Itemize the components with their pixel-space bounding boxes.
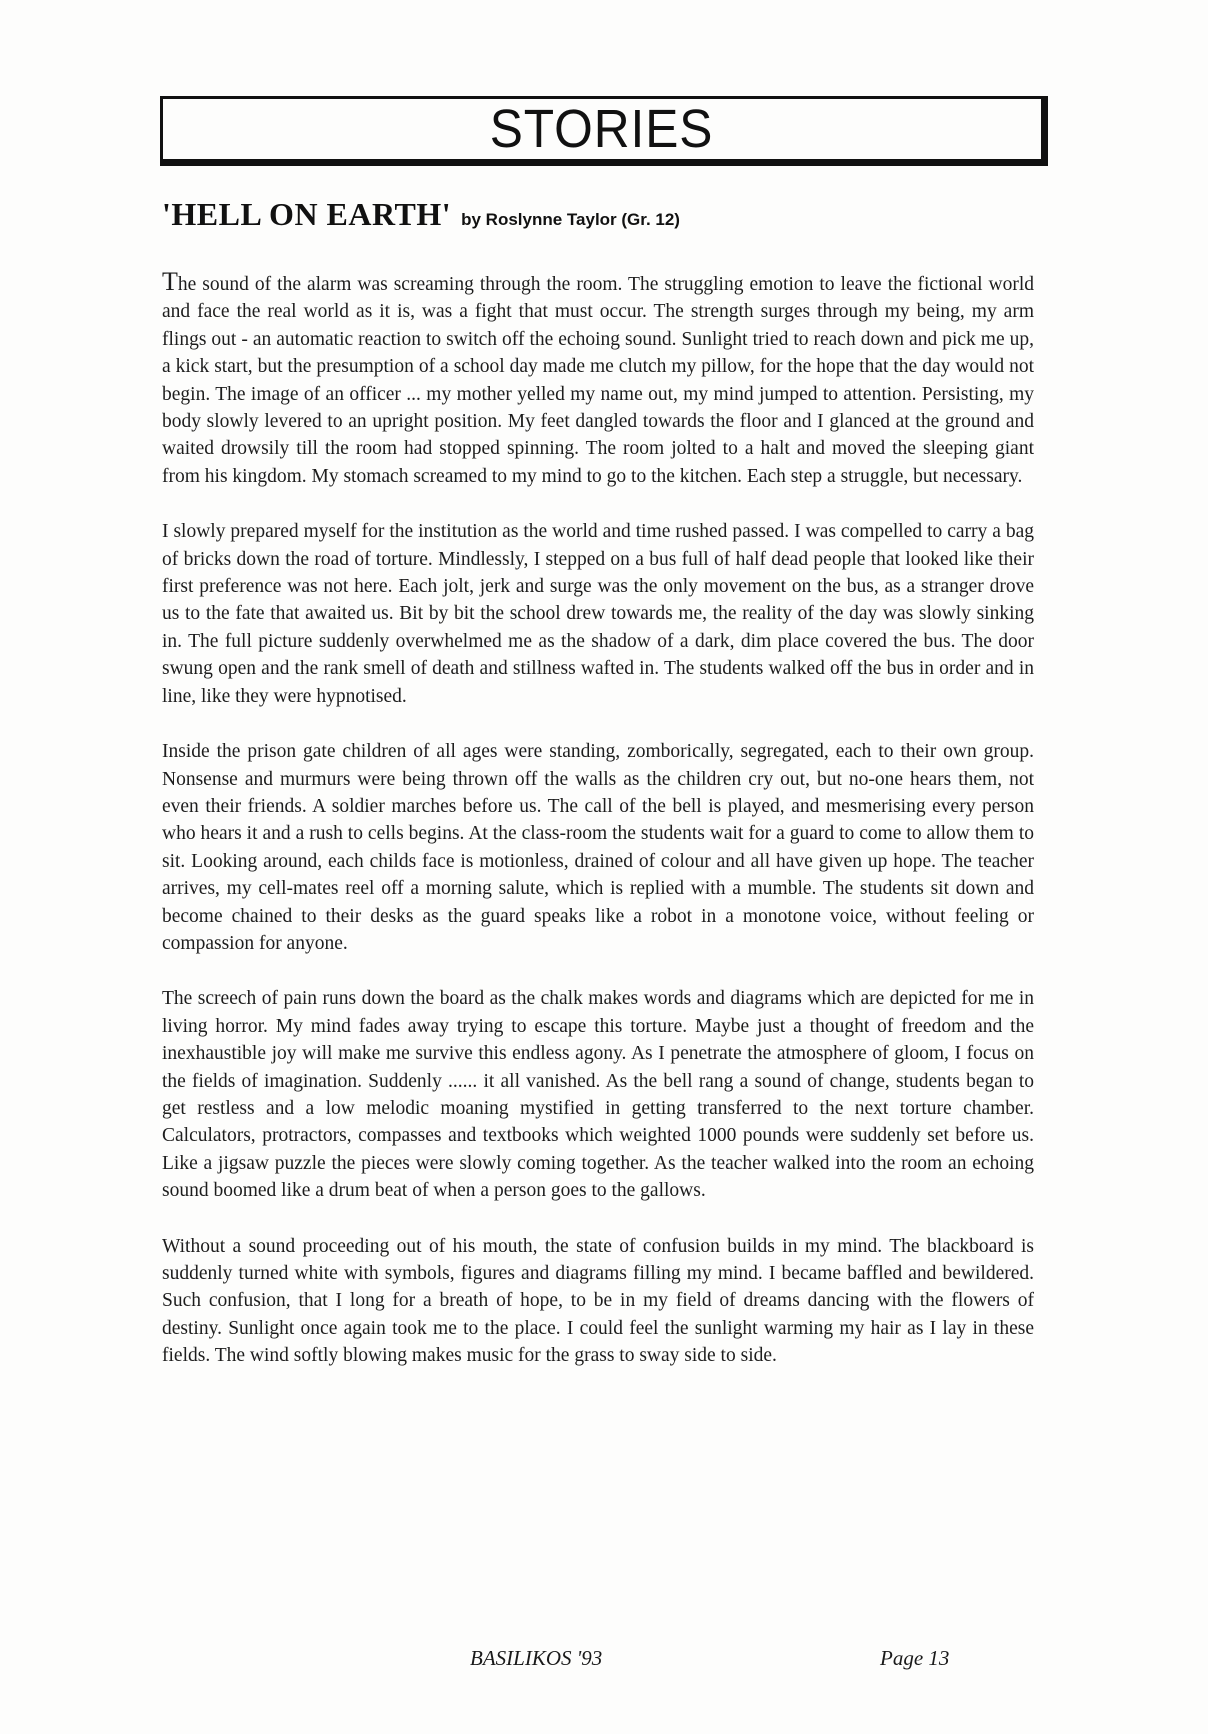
story-body: [162, 268, 1034, 1398]
story-title: 'HELL ON EARTH': [162, 196, 452, 232]
paragraph-text: he sound of the alarm was screaming through the room. The struggling emotion to leave the fictional world and face the real world as it is, was a fight that must occur. The strength surges through my being, my arm flings out - an automatic reaction to switch off the echoing sound. Sunlight tried to reach down and pick me up, a kick start, but the presumption of a school day made me clutch my pillow, for the hope that the day would not begin. The image of an officer ... my mother yelled my name out, my mind jumped to attention. Persisting, my body slowly levered to an upright position. My feet dangled towards the floor and I glanced at the ground and waited drowsily till the room had stopped spinning. The room jolted to a halt and moved the sleeping giant from his kingdom. My stomach screamed to my mind to go to the kitchen. Each step a struggle, but necessary.: [162, 274, 1034, 487]
story-heading: [162, 196, 680, 233]
paragraph: The screech of pain runs down the board as the chalk makes words and diagrams which are depicted for me in living horror. My mind fades away trying to escape this torture. Maybe just a thought of freedom and the inexhaustible joy will make me survive this endless agony. As I penetrate the atmosphere of gloom, I focus on the fields of imagination. Suddenly ...... it all vanished. As the bell rang a sound of change, students began to get restless and a low melodic moaning mystified in getting transferred to the next torture chamber. Calculators, protractors, compasses and textbooks which weighted 1000 pounds were suddenly set before us. Like a jigsaw puzzle the pieces were slowly coming together. As the teacher walked into the room an echoing sound boomed like a drum beat of when a person goes to the gallows.: [162, 988, 1034, 1202]
paragraph: Inside the prison gate children of all ages were standing, zomborically, segregated, each to their own group. Nonsense and murmurs were being thrown off the walls as the children cry out, but no-one hears them, not even their friends. A soldier marches before us. The call of the bell is played, and mesmerising every person who hears it and a rush to cells begins. At the class-room the students wait for a guard to come to allow them to sit. Looking around, each childs face is motionless, drained of colour and all have given up hope. The teacher arrives, my cell-mates reel off a morning salute, which is replied with a mumble. The students sit down and become chained to their desks as the guard speaks like a robot in a monotone voice, without feeling or compassion for anyone.: [162, 741, 1034, 954]
paragraph: Without a sound proceeding out of his mouth, the state of confusion builds in my mind. The blackboard is suddenly turned white with symbols, figures and diagrams filling my mind. I became baffled and bewildered. Such confusion, that I long for a breath of hope, to be in my field of dreams dancing with the flowers of destiny. Sunlight once again took me to the place. I could feel the sunlight warming my hair as I lay in these fields. The wind softly blowing makes music for the grass to sway side to side.: [162, 1235, 1034, 1367]
section-banner: [160, 96, 1048, 166]
paragraph: I slowly prepared myself for the institution as the world and time rushed passed. I was compelled to carry a bag of bricks down the road of torture. Mindlessly, I stepped on a bus full of half dead people that looked like their first preference was not here. Each jolt, jerk and surge was the only movement on the bus, as a stranger drove us to the fate that awaited us. Bit by bit the school drew towards me, the reality of the day was slowly sinking in. The full picture suddenly overwhelmed me as the shadow of a dark, dim place covered the bus. The door swung open and the rank smell of death and stillness wafted in. The students walked off the bus in order and in line, like they were hypnotised.: [162, 521, 1034, 707]
footer-page-number: Page 13: [880, 1646, 950, 1670]
paragraph-initial: T: [162, 267, 178, 296]
paragraph: [162, 268, 1034, 490]
footer-publication: BASILIKOS '93: [470, 1646, 603, 1670]
section-title: STORIES: [490, 99, 714, 159]
story-byline: by Roslynne Taylor (Gr. 12): [461, 210, 680, 229]
